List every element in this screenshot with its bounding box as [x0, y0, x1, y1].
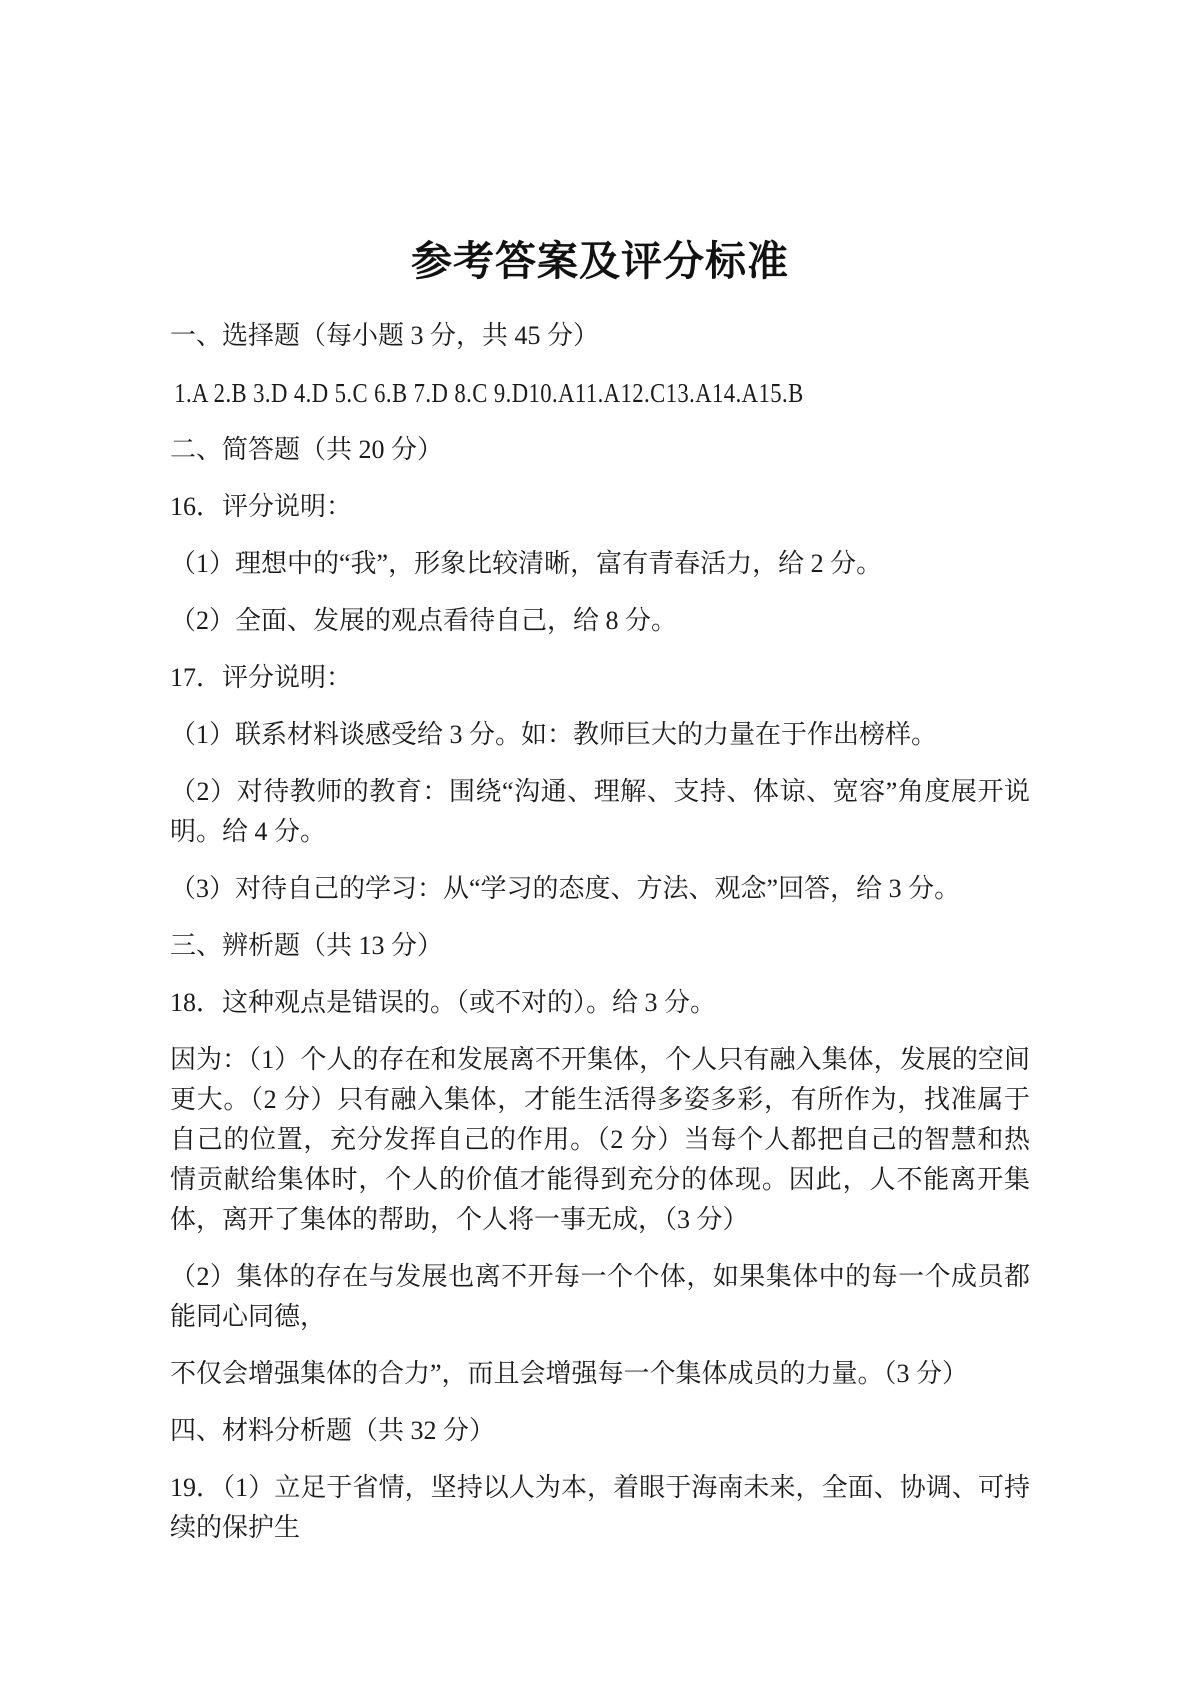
question-18-reason-1: 因为：（1）个人的存在和发展离不开集体，个人只有融入集体，发展的空间更大。（2 分）只有融入集体，才能生活得多姿多彩，有所作为，找准属于自己的位置，充分发挥自己的作用。（2 分）当每个人都把自己的智慧和热情贡献给集体时，个人的价值才能得到充分的体现。因此，人不能离开集体，离开了集体的帮助，个人将一事无成，（3 分） [170, 1045, 1030, 1234]
question-16-point-2: （2）全面、发展的观点看待自己，给 8 分。 [170, 606, 678, 635]
question-19-answer-1: 19．（1）立足于省情，坚持以人为本，着眼于海南未来，全面、协调、可持续的保护生 [170, 1473, 1030, 1542]
question-17-point-1: （1）联系材料谈感受给 3 分。如：教师巨大的力量在于作出榜样。 [170, 720, 938, 749]
question-18-reason-3: 不仅会增强集体的合力”，而且会增强每一个集体成员的力量。（3 分） [170, 1359, 969, 1388]
question-16-scoring-heading: 16．评分说明： [170, 492, 353, 521]
question-17-point-2: （2）对待教师的教育：围绕“沟通、理解、支持、体谅、宽容”角度展开说明。给 4 分。 [170, 777, 1030, 846]
question-18-verdict: 18．这种观点是错误的。（或不对的）。给 3 分。 [170, 988, 717, 1017]
section-3-heading-analysis: 三、辨析题（共 13 分） [170, 931, 444, 960]
section-1-heading-choice-questions: 一、选择题（每小题 3 分，共 45 分） [170, 321, 600, 350]
multiple-choice-answer-line: 1.A 2.B 3.D 4.D 5.C 6.B 7.D 8.C 9.D10.A11.A12.C13.A14.A15.B [174, 378, 804, 408]
document-title: 参考答案及评分标准 [411, 238, 789, 284]
section-2-heading-short-answer: 二、简答题（共 20 分） [170, 435, 444, 464]
question-16-point-1: （1）理想中的“我”，形象比较清晰，富有青春活力，给 2 分。 [170, 549, 883, 578]
question-18-reason-2: （2）集体的存在与发展也离不开每一个个体，如果集体中的每一个成员都能同心同德， [170, 1262, 1030, 1331]
question-17-point-3: （3）对待自己的学习：从“学习的态度、方法、观念”回答，给 3 分。 [170, 874, 961, 903]
question-17-scoring-heading: 17．评分说明： [170, 663, 353, 692]
section-4-heading-material-analysis: 四、材料分析题（共 32 分） [170, 1416, 496, 1445]
